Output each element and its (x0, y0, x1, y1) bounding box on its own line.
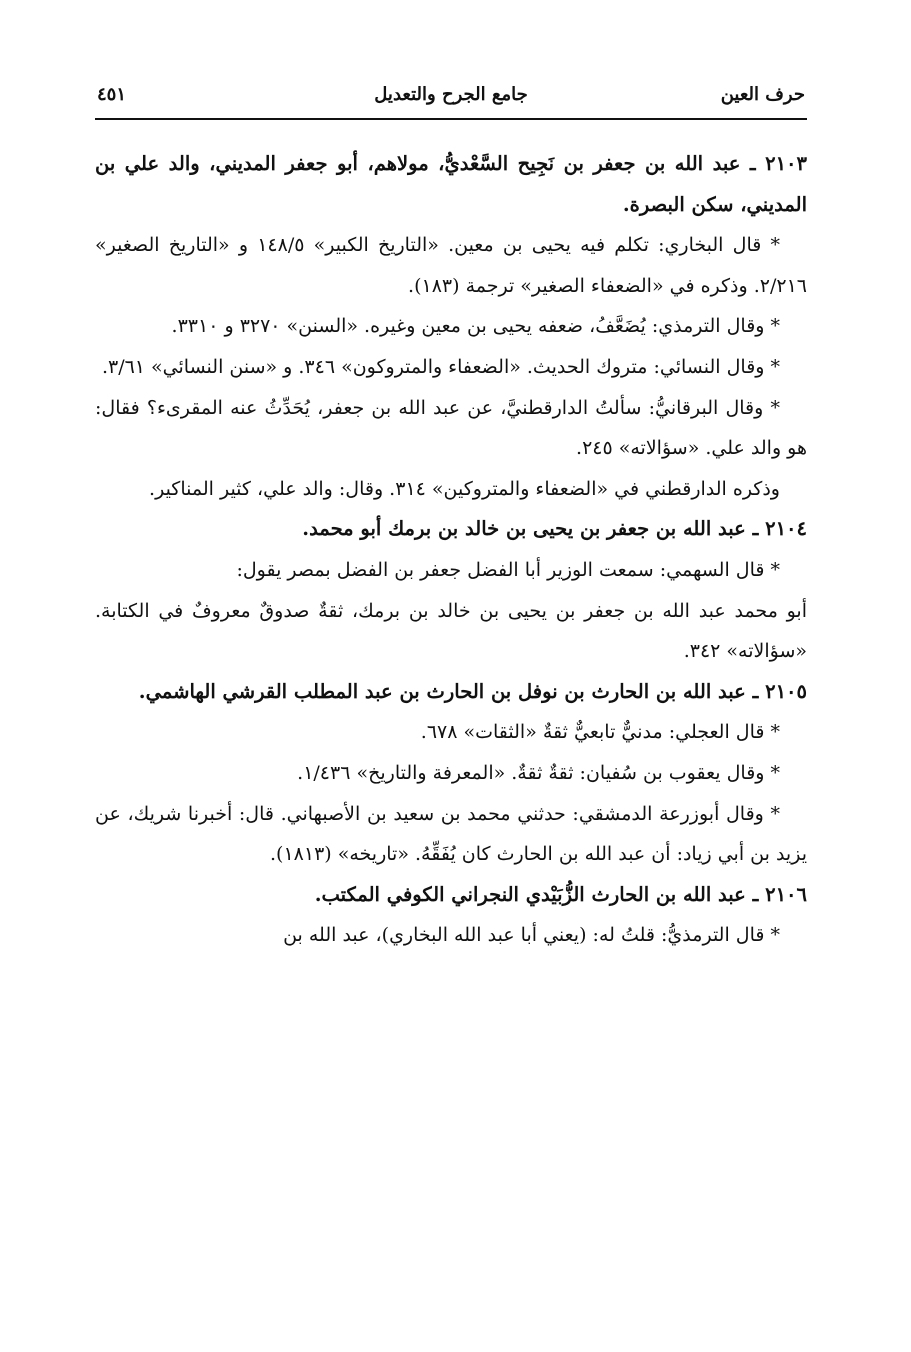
quote-paragraph: وذكره الدارقطني في «الضعفاء والمتروكين» ٣١٤. وقال: والد علي، كثير المناكير. (149, 477, 780, 500)
entry-2106-heading: ٢١٠٦ ـ عبد الله بن الحارث الزُّبَيْدي النجراني الكوفي المكتب. (314, 882, 807, 906)
quote-paragraph: * قال السهمي: سمعت الوزير أبا الفضل جعفر بن الفضل بمصر يقول: (236, 558, 780, 581)
entry-2105-heading: ٢١٠٥ ـ عبد الله بن الحارث بن نوفل بن الحارث بن عبد المطلب القرشي الهاشمي. (138, 679, 807, 703)
book-title: جامع الجرح والتعديل (374, 84, 528, 105)
entry-2104-heading: ٢١٠٤ ـ عبد الله بن جعفر بن يحيى بن خالد بن برمك أبو محمد. (302, 517, 807, 541)
section-title: حرف العين (720, 84, 805, 105)
book-page (95, 78, 807, 956)
quote-paragraph: * وقال أبوزرعة الدمشقي: حدثني محمد بن سعيد بن الأصبهاني. قال: أخبرنا شريك، عن يزيد بن أبي زياد: أن عبد الله بن الحارث كان يُفَقِّهُ. «تاريخه» (١٨١٣). (95, 802, 807, 866)
quote-paragraph: * قال العجلي: مدنيٌّ تابعيٌّ ثقةٌ «الثقات» ٦٧٨. (420, 721, 780, 744)
quote-paragraph: * قال الترمذيُّ: قلتُ له: (يعني أبا عبد الله البخاري)، عبد الله بن (283, 924, 780, 947)
page-content (95, 144, 807, 956)
quote-paragraph: * وقال يعقوب بن سُفيان: ثقةٌ ثقةٌ. «المعرفة والتاريخ» ١/٤٣٦. (297, 761, 780, 784)
quote-paragraph: * وقال البرقانيُّ: سألتُ الدارقطنيَّ، عن عبد الله بن جعفر، يُحَدِّثُ عنه المقرىء؟ فقال: هو والد علي. «سؤالاته» ٢٤٥. (95, 396, 807, 460)
header-rule (95, 118, 807, 120)
quote-paragraph: * وقال الترمذي: يُضَعَّفُ، ضعفه يحيى بن معين وغيره. «السنن» ٣٢٧٠ و ٣٣١٠. (171, 315, 780, 338)
page-number: ٤٥١ (97, 84, 127, 105)
running-header (95, 78, 807, 118)
quote-paragraph: * قال البخاري: تكلم فيه يحيى بن معين. «التاريخ الكبير» ١٤٨/٥ و «التاريخ الصغير» ٢/٢١٦. وذكره في «الضعفاء الصغير» ترجمة (١٨٣). (95, 234, 807, 297)
quote-paragraph: * وقال النسائي: متروك الحديث. «الضعفاء والمتروكون» ٣٤٦. و «سنن النسائي» ٣/٦١. (101, 355, 780, 378)
entry-2103-heading: ٢١٠٣ ـ عبد الله بن جعفر بن نَجِيح السَّعْديُّ، مولاهم، أبو جعفر المديني، والد علي بن المديني، سكن البصرة. (95, 152, 807, 216)
quote-continuation: أبو محمد عبد الله بن جعفر بن يحيى بن خالد بن برمك، ثقةٌ صدوقٌ معروفٌ في الكتابة. «سؤالاته» ٣٤٢. (95, 599, 807, 663)
